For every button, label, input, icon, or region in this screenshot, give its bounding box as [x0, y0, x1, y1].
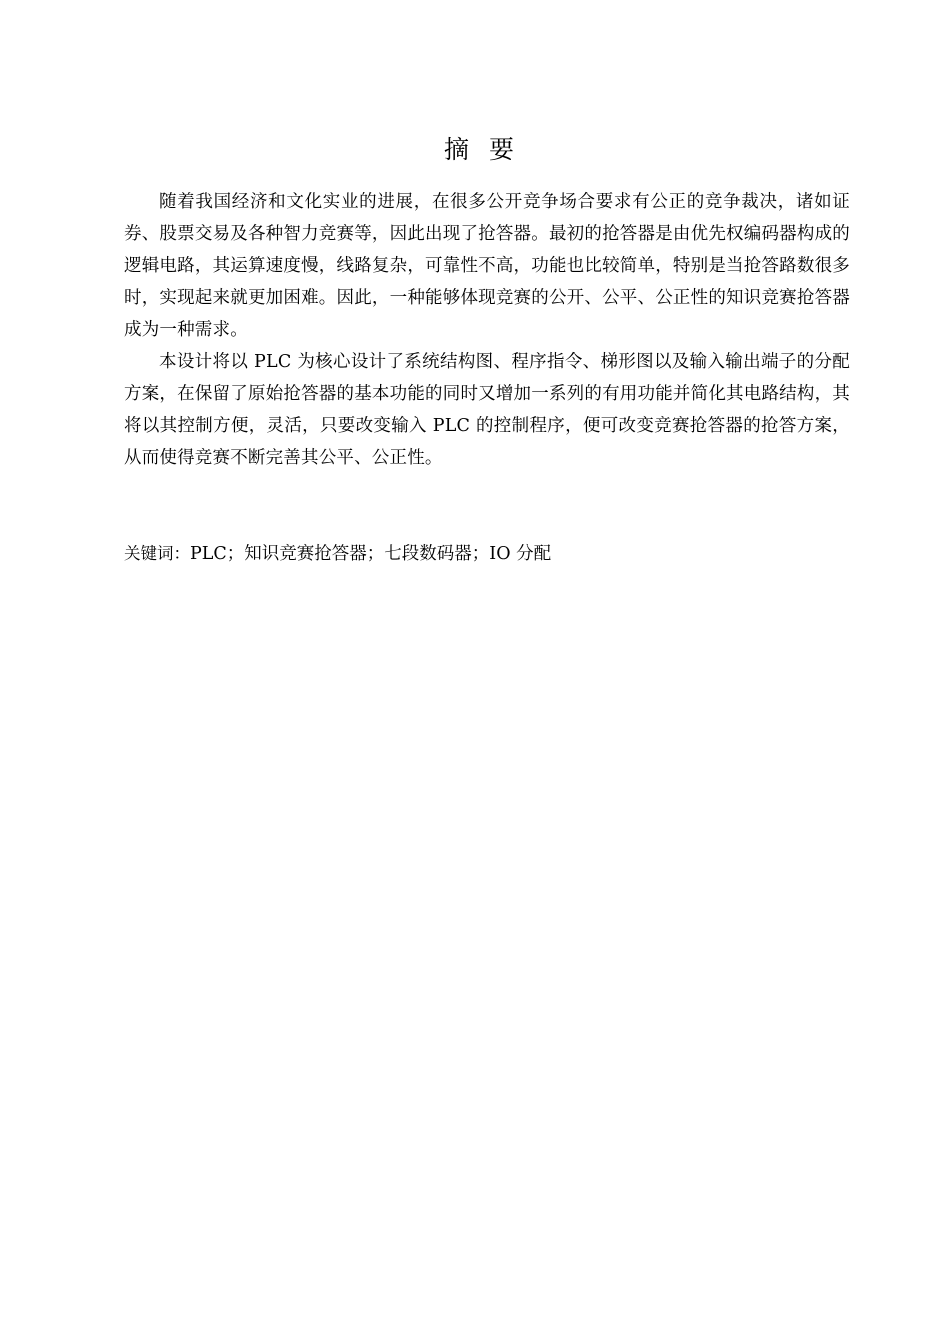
abstract-paragraph-1: 随着我国经济和文化实业的进展，在很多公开竞争场合要求有公正的竞争裁决，诸如证券、股票交易及各种智力竞赛等，因此出现了抢答器。最初的抢答器是由优先权编码器构成的逻辑电路，其运算速度慢，线路复杂，可靠性不高，功能也比较简单，特别是当抢答路数很多时，实现起来就更加困难。因此，一种能够体现竞赛的公开、公平、公正性的知识竞赛抢答器成为一种需求。	[124, 192, 850, 340]
abstract-paragraph-2: 本设计将以 PLC 为核心设计了系统结构图、程序指令、梯形图以及输入输出端子的分配方案，在保留了原始抢答器的基本功能的同时又增加一系列的有用功能并简化其电路结构，其将以其控制方便，灵活，只要改变输入 PLC 的控制程序，便可改变竞赛抢答器的抢答方案，从而使得竞赛不断完善其公平、公正性。	[124, 352, 850, 468]
keywords-label: 关键词：	[124, 544, 190, 563]
keywords-text: PLC；知识竞赛抢答器；七段数码器；IO 分配	[190, 544, 552, 564]
abstract-title: 摘 要	[444, 135, 520, 164]
keywords-line	[124, 538, 850, 570]
abstract-body	[124, 186, 850, 474]
